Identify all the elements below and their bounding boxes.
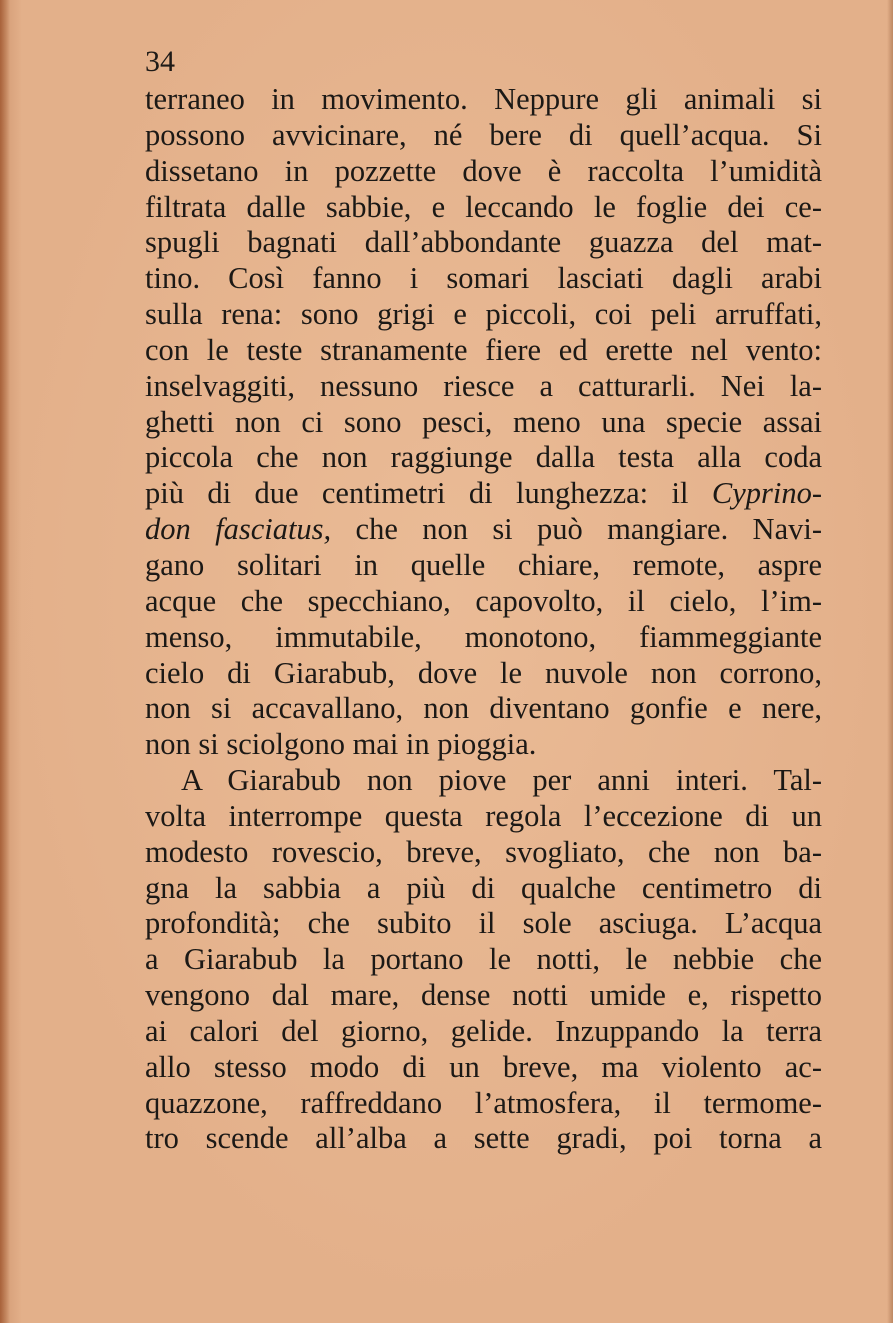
text-line: a Giarabub la portano le notti, le nebbie che (145, 942, 822, 977)
paragraph-first-line: A Giarabub non piove per anni interi. Tal- (181, 763, 822, 798)
text-line: con le teste stranamente fiere ed erette nel vento: (145, 332, 822, 367)
text-segment: più di due centimetri di lunghezza: il (145, 476, 712, 511)
text-line: menso, immutabile, monotono, fiammeggiante (145, 619, 822, 654)
text-line: acque che specchiano, capovolto, il cielo, l’im- (145, 583, 822, 618)
italic-species-name: Cyprino- (711, 476, 822, 511)
text-line: cielo di Giarabub, dove le nuvole non corrono, (145, 655, 822, 690)
text-line: terraneo in movimento. Neppure gli animali si (145, 82, 822, 116)
text-line: inselvaggiti, nessuno riesce a catturarli. Nei la- (145, 368, 822, 403)
text-line: non si sciolgono mai in pioggia. (145, 727, 537, 762)
text-line: quazzone, raffreddano l’atmosfera, il termome- (145, 1085, 822, 1120)
text-line (145, 512, 822, 548)
text-line: tro scende all’alba a sette gradi, poi torna a (145, 1121, 822, 1156)
page-number: 34 (145, 45, 175, 78)
page-right-edge (887, 0, 893, 1323)
text-line: gano solitari in quelle chiare, remote, aspre (145, 547, 822, 582)
body-text (145, 82, 822, 1157)
italic-species-name: don fasciatus, (145, 512, 332, 547)
text-line: profondità; che subito il sole asciuga. L’acqua (145, 906, 822, 941)
text-line: volta interrompe questa regola l’eccezione di un (145, 798, 822, 833)
text-line: vengono dal mare, dense notti umide e, rispetto (145, 978, 822, 1013)
text-line: gna la sabbia a più di qualche centimetro di (145, 870, 822, 905)
text-line: possono avvicinare, né bere di quell’acqua. Si (145, 117, 822, 152)
text-line: ai calori del giorno, gelide. Inzuppando la terra (145, 1013, 822, 1048)
text-line: spugli bagnati dall’abbondante guazza del mat- (145, 225, 822, 260)
text-line: ghetti non ci sono pesci, meno una specie assai (145, 404, 822, 439)
text-line: filtrata dalle sabbie, e leccando le foglie dei ce- (145, 189, 822, 224)
text-line: sulla rena: sono grigi e piccoli, coi peli arruffati, (145, 297, 822, 332)
text-line: piccola che non raggiunge dalla testa alla coda (145, 440, 822, 475)
text-line: tino. Così fanno i somari lasciati dagli arabi (145, 261, 822, 296)
text-line: modesto rovescio, breve, svogliato, che non ba- (145, 834, 822, 869)
text-segment: che non si può mangiare. Navi- (331, 512, 822, 547)
text-line: non si accavallano, non diventano gonfie e nere, (145, 691, 822, 726)
page-spine-shadow (0, 0, 10, 1323)
text-line: dissetano in pozzette dove è raccolta l’umidità (145, 153, 822, 188)
text-line: allo stesso modo di un breve, ma violento ac- (145, 1049, 822, 1084)
text-line (145, 476, 822, 512)
